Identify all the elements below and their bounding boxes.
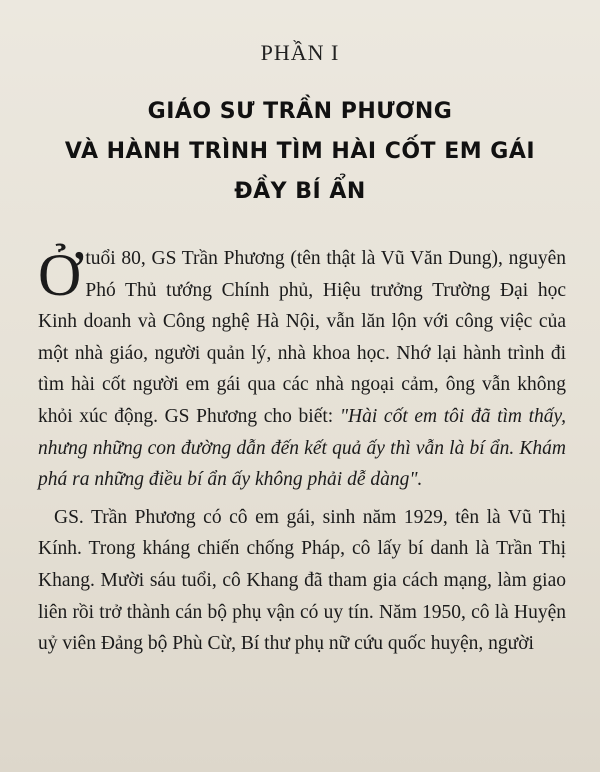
body-text	[38, 243, 566, 660]
title-line-1: GIÁO SƯ TRẦN PHƯƠNG	[147, 99, 453, 124]
title-line-3: ĐẦY BÍ ẨN	[234, 179, 366, 204]
quote-text: "Hài cốt em tôi đã tìm thấy, nhưng những con đường dẫn đến kết quả ấy thì vẫn là bí ẩn. Khám phá ra những điều bí ẩn ấy không phải dễ dàng".	[38, 405, 567, 491]
chapter-title	[40, 92, 560, 212]
paragraph-1-text: tuổi 80, GS Trần Phương (tên thật là Vũ Văn Dung), nguyên Phó Thủ tướng Chính phủ, Hiệu trưởng Trường Đại học Kinh doanh và Công nghệ Hà Nội, vẫn lăn lộn với công việc của một nhà giáo, người quản lý, nhà khoa học. Nhớ lại hành trình đi tìm hài cốt người em gái qua các nhà ngoại cảm, ông vẫn không khỏi xúc động. GS Phương cho biết:	[38, 248, 566, 427]
drop-cap: Ở	[38, 242, 82, 308]
paragraph-2: GS. Trần Phương có cô em gái, sinh năm 1929, tên là Vũ Thị Kính. Trong kháng chiến chống Pháp, cô lấy bí danh là Trần Thị Khang. Mười sáu tuổi, cô Khang đã tham gia cách mạng, làm giao liên rồi trở thành cán bộ phụ vận có uy tín. Năm 1950, cô là Huyện uỷ viên Đảng bộ Phù Cừ, Bí thư phụ nữ cứu quốc huyện, người	[38, 506, 566, 655]
title-line-2: VÀ HÀNH TRÌNH TÌM HÀI CỐT EM GÁI	[64, 139, 536, 164]
paragraph-1	[38, 243, 566, 496]
part-label: PHẦN I	[260, 40, 340, 65]
